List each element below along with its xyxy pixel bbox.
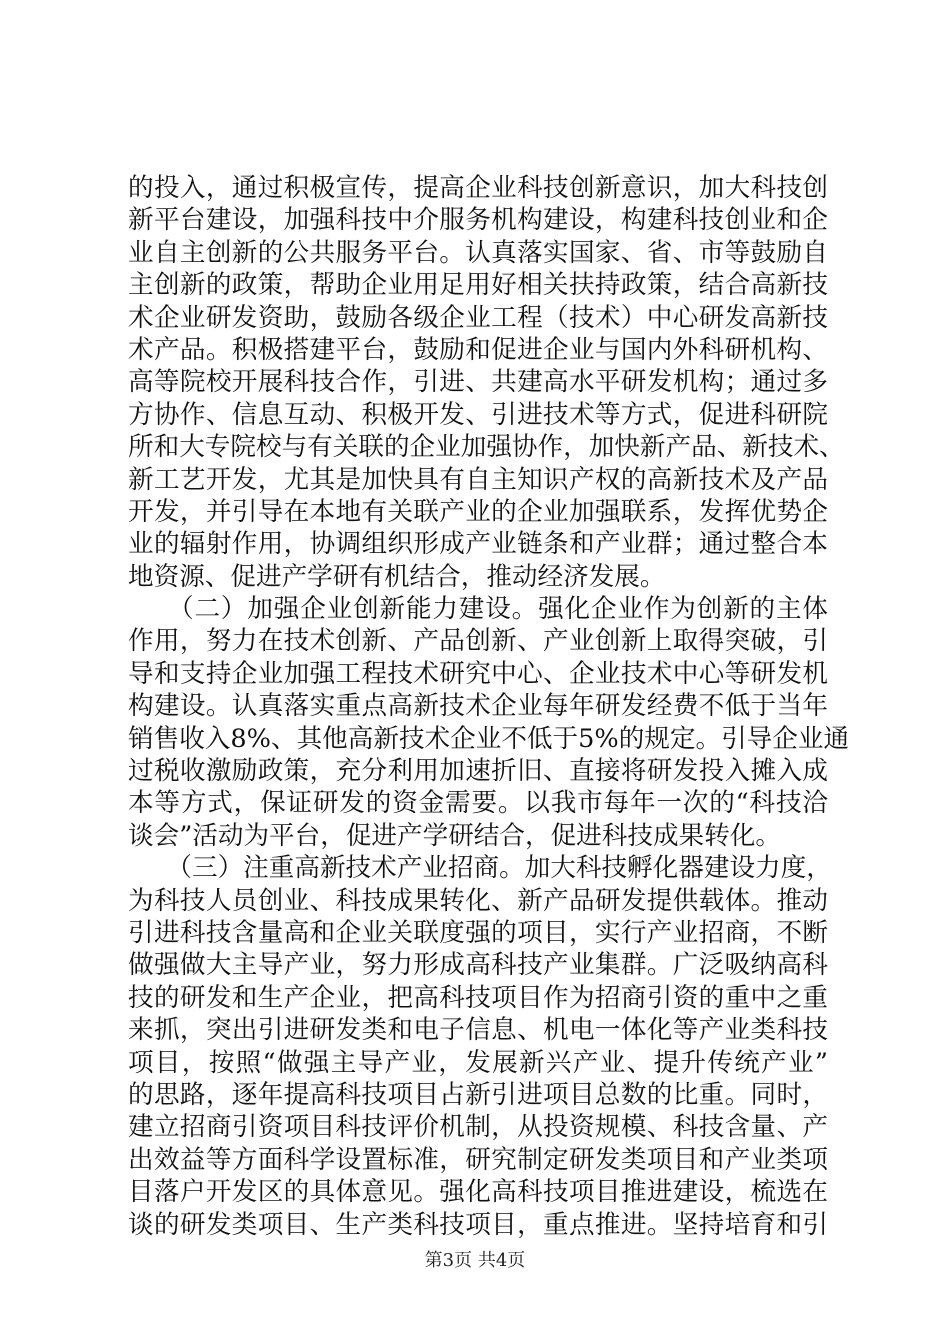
- text-line: 业自主创新的公共服务平台。认真落实国家、省、市等鼓励自: [128, 237, 828, 268]
- text-line: 技的研发和生产企业，把高科技项目作为招商引资的重中之重: [128, 982, 828, 1013]
- text-line: 为科技人员创业、科技成果转化、新产品研发提供载体。推动: [128, 885, 828, 916]
- text-line: 本等方式，保证研发的资金需要。以我市每年一次的“科技洽: [128, 788, 828, 819]
- text-line: 过税收激励政策，充分利用加速折旧、直接将研发投入摊入成: [128, 756, 828, 787]
- text-line: 做强做大主导产业，努力形成高科技产业集群。广泛吸纳高科: [128, 950, 828, 981]
- text-line: 的思路，逐年提高科技项目占新引进项目总数的比重。同时，: [128, 1079, 828, 1110]
- text-line: 新工艺开发，尤其是加快具有自主知识产权的高新技术及产品: [128, 464, 828, 495]
- text-line: 项目，按照“做强主导产业，发展新兴产业、提升传统产业”: [128, 1047, 828, 1078]
- text-line: 的投入，通过积极宣传，提高企业科技创新意识，加大科技创: [128, 173, 828, 203]
- text-line: 建立招商引资项目科技评价机制，从投资规模、科技含量、产: [128, 1112, 828, 1143]
- text-line: 新平台建设，加强科技中介服务机构建设，构建科技创业和企: [128, 205, 828, 236]
- text-line: 引进科技含量高和企业关联度强的项目，实行产业招商，不断: [128, 917, 828, 948]
- text-line: 作用，努力在技术创新、产品创新、产业创新上取得突破，引: [128, 626, 828, 657]
- paragraph-end-line: 地资源、促进产学研有机结合，推动经济发展。: [128, 561, 666, 592]
- text-line: 构建设。认真落实重点高新技术企业每年研发经费不低于当年: [128, 691, 828, 722]
- text-line: （三）注重高新技术产业招商。加大科技孵化器建设力度，: [128, 853, 832, 884]
- text-line: 来抓，突出引进研发类和电子信息、机电一体化等产业类科技: [128, 1015, 828, 1046]
- text-line: 主创新的政策，帮助企业用足用好相关扶持政策，结合高新技: [128, 270, 828, 301]
- text-line: 方协作、信息互动、积极开发、引进技术等方式，促进科研院: [128, 399, 828, 430]
- text-line: 导和支持企业加强工程技术研究中心、企业技术中心等研发机: [128, 658, 828, 689]
- text-line: 术产品。积极搭建平台，鼓励和促进企业与国内外科研机构、: [128, 334, 828, 365]
- paragraph-end-line: 谈会”活动为平台，促进产学研结合，促进科技成果转化。: [128, 820, 781, 851]
- text-line: 目落户开发区的具体意见。强化高科技项目推进建设，梳选在: [128, 1177, 828, 1208]
- text-line: 销售收入8%、其他高新技术企业不低于5%的规定。引导企业通: [128, 723, 850, 754]
- text-line: 开发，并引导在本地有关联产业的企业加强联系，发挥优势企: [128, 496, 828, 527]
- page-footer: 第3页 共4页: [424, 1250, 526, 1271]
- text-line: 所和大专院校与有关联的企业加强协作，加快新产品、新技术、: [128, 432, 845, 463]
- text-line: 术企业研发资助，鼓励各级企业工程（技术）中心研发高新技: [128, 302, 828, 333]
- text-line: 出效益等方面科学设置标准，研究制定研发类项目和产业类项: [128, 1144, 828, 1175]
- body-text: [128, 172, 850, 1241]
- text-line: （二）加强企业创新能力建设。强化企业作为创新的主体: [128, 594, 828, 625]
- text-line: 高等院校开展科技合作，引进、共建高水平研发机构；通过多: [128, 367, 828, 398]
- text-line: 谈的研发类项目、生产类科技项目，重点推进。坚持培育和引: [128, 1209, 828, 1240]
- text-line: 业的辐射作用，协调组织形成产业链条和产业群；通过整合本: [128, 529, 828, 560]
